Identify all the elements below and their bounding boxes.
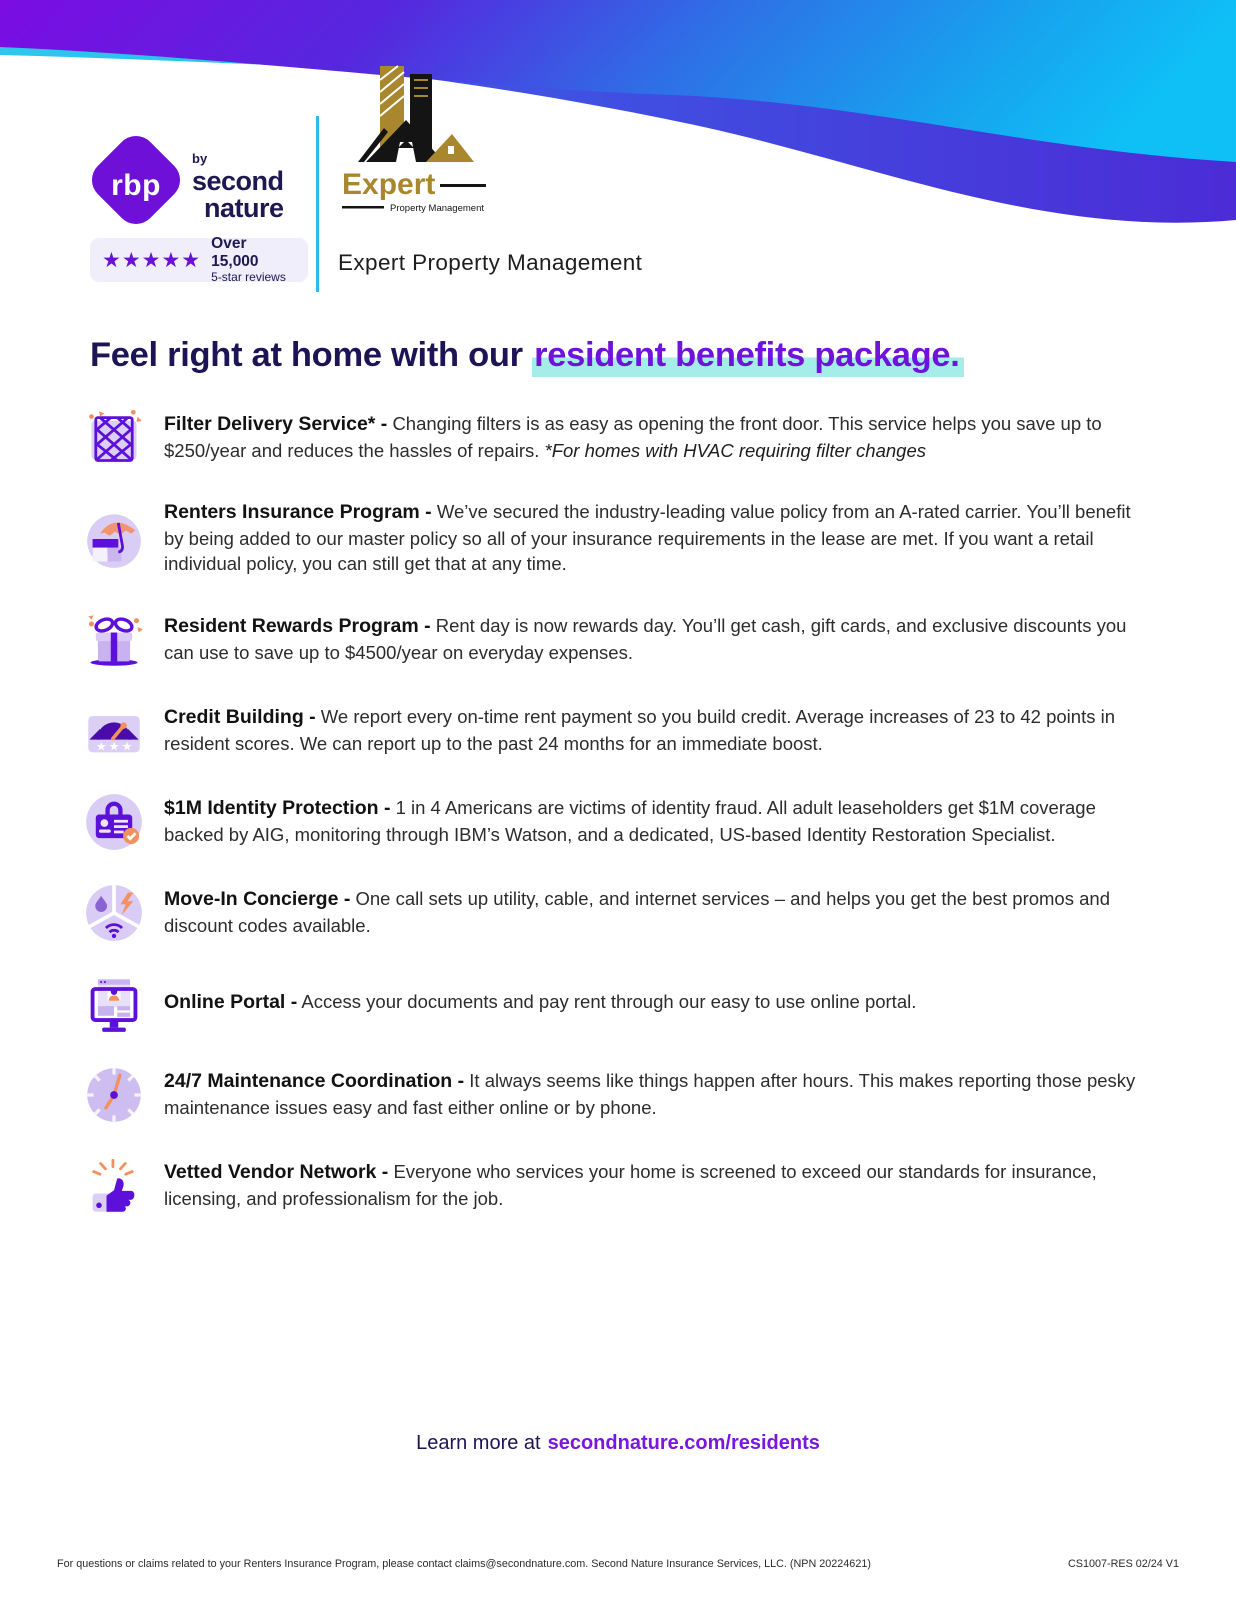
- svg-text:★: ★: [95, 740, 107, 754]
- rbp-logo: [88, 128, 288, 238]
- benefit-desc: 1 in 4 Americans are victims of identity fraud. All adult leaseholders get $1M coverage backed by AIG, monitoring through IBM’s Watson, and a dedicated, US-based Identity Restoration Specialist.: [164, 796, 1096, 845]
- benefits-list: [84, 408, 1140, 1247]
- list-item: [84, 408, 1140, 466]
- list-item: [84, 610, 1140, 668]
- svg-text:★: ★: [108, 740, 120, 754]
- clock-icon: [84, 1065, 144, 1123]
- reviews-count: Over 15,000: [211, 235, 259, 271]
- list-item: [84, 701, 1140, 759]
- page-title: [90, 336, 1170, 375]
- svg-text:Expert: Expert: [342, 168, 436, 201]
- benefit-desc: Everyone who services your home is screened to exceed our standards for insurance, licensing, and professionalism for the job.: [164, 1160, 1097, 1209]
- benefit-title: Credit Building -: [164, 705, 316, 728]
- rbp-mark-icon: [90, 134, 182, 226]
- benefit-desc: We’ve secured the industry-leading value policy from an A-rated carrier. You’ll benefit by being added to our master policy so all of your insurance requirements in the lease are met. If you want a retail individual policy, you can still get that at any time.: [164, 501, 1131, 575]
- list-item: [84, 1065, 1140, 1123]
- expert-buildings-icon: [340, 58, 490, 228]
- reviews-caption: 5-star reviews: [211, 269, 286, 284]
- logo-divider: [316, 116, 319, 292]
- benefit-title: Vetted Vendor Network -: [164, 1160, 389, 1183]
- gauge-icon: [84, 701, 144, 759]
- benefit-title: Renters Insurance Program -: [164, 501, 432, 523]
- benefit-text: [164, 1068, 1140, 1120]
- benefit-desc: Access your documents and pay rent through our easy to use online portal.: [301, 991, 917, 1013]
- benefit-text: [164, 886, 1140, 938]
- by-label: by: [192, 151, 208, 166]
- second-nature-wordmark: [192, 152, 284, 222]
- benefit-text: [164, 795, 1140, 847]
- list-item: [84, 1156, 1140, 1214]
- learn-more-prefix: Learn more at: [416, 1432, 541, 1454]
- benefit-title: 24/7 Maintenance Coordination -: [164, 1069, 465, 1092]
- benefit-note: *For homes with HVAC requiring filter changes: [544, 439, 926, 461]
- thumbs-up-icon: [84, 1156, 144, 1214]
- list-item: [84, 974, 1140, 1032]
- legal-text: For questions or claims related to your Renters Insurance Program, please contact claims@secondnature.com. Second Nature Insurance Services, LLC. (NPN 20224621): [57, 1558, 871, 1570]
- umbrella-icon: [84, 509, 144, 567]
- expert-logo: [340, 58, 490, 228]
- utilities-icon: [84, 883, 144, 941]
- monitor-icon: [84, 974, 144, 1032]
- filter-icon: [84, 408, 144, 466]
- list-item: [84, 792, 1140, 850]
- brand-line1: second: [192, 166, 284, 196]
- brand-line2: nature: [204, 193, 284, 223]
- benefit-desc: Rent day is now rewards day. You’ll get cash, gift cards, and exclusive discounts you can use to save up to $4500/year on everyday expenses.: [164, 614, 1127, 663]
- benefit-desc: Changing filters is as easy as opening the front door. This service helps you save up to $250/year and reduces the hassles of repairs.: [164, 412, 1102, 461]
- benefit-title: Move-In Concierge -: [164, 887, 351, 910]
- benefit-desc: One call sets up utility, cable, and internet services – and helps you get the best promos and discount codes available.: [164, 887, 1110, 936]
- rbp-mark-label: rbp: [111, 169, 161, 202]
- svg-text:★: ★: [121, 740, 133, 754]
- benefit-title: Resident Rewards Program -: [164, 614, 431, 637]
- benefit-title: Online Portal -: [164, 991, 298, 1014]
- learn-more: [0, 1432, 1236, 1455]
- benefit-text: [164, 704, 1140, 756]
- gift-icon: [84, 610, 144, 668]
- title-highlight: resident benefits package.: [532, 336, 964, 377]
- benefit-text: [164, 499, 1140, 577]
- legal-footnote: [57, 1558, 1179, 1570]
- benefit-desc: It always seems like things happen after hours. This makes reporting those pesky maintenance issues easy and fast either online or by phone.: [164, 1069, 1136, 1118]
- benefit-text: [164, 411, 1140, 463]
- benefit-title: $1M Identity Protection -: [164, 796, 391, 819]
- benefit-text: [164, 1159, 1140, 1211]
- reviews-badge: [90, 235, 308, 284]
- id-card-icon: [84, 792, 144, 850]
- partner-name: Expert Property Management: [338, 250, 643, 275]
- benefit-text: [164, 613, 1140, 665]
- benefit-text: [164, 989, 1140, 1016]
- five-stars-icon: ★★★★★: [102, 248, 202, 272]
- benefit-title: Filter Delivery Service* -: [164, 412, 388, 435]
- residents-link[interactable]: secondnature.com/residents: [547, 1432, 820, 1454]
- document-code: CS1007-RES 02/24 V1: [1067, 1558, 1179, 1570]
- list-item: [84, 883, 1140, 941]
- benefit-desc: We report every on-time rent payment so you build credit. Average increases of 23 to 42 points in resident scores. We can report up to the past 24 months for an immediate boost.: [164, 705, 1116, 754]
- svg-text:Property Management: Property Management: [390, 203, 484, 214]
- list-item: [84, 499, 1140, 577]
- title-prefix: Feel right at home with our: [90, 336, 523, 374]
